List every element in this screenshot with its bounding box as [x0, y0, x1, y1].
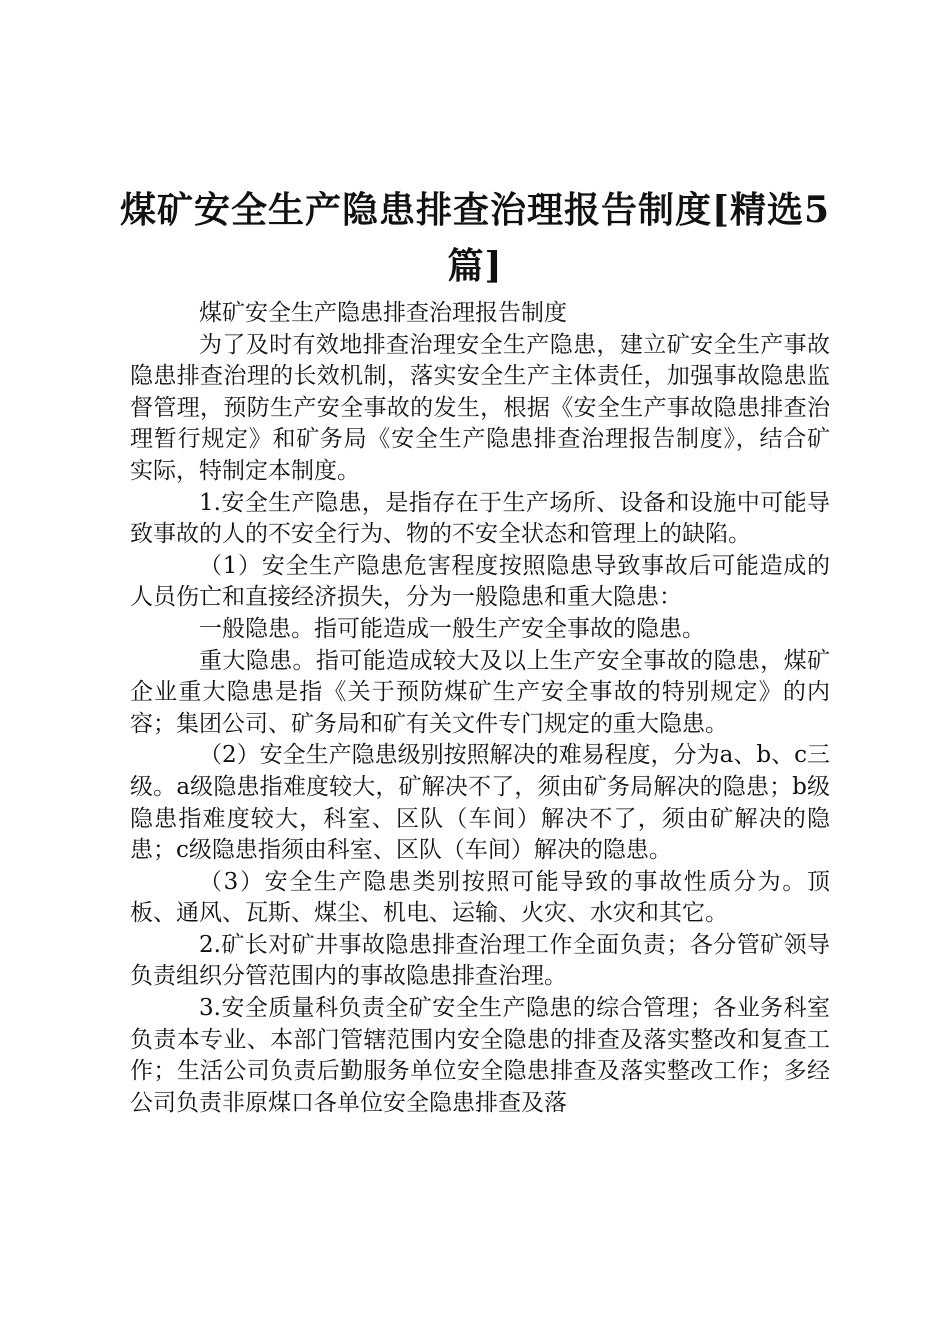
section-1-1-paragraph: （1）安全生产隐患危害程度按照隐患导致事故后可能造成的人员伤亡和直接经济损失，分为一般隐患和重大隐患：	[130, 552, 830, 611]
general-hazard-paragraph: 一般隐患。指可能造成一般生产安全事故的隐患。	[199, 615, 705, 642]
section-1-3-paragraph: （3）安全生产隐患类别按照可能导致的事故性质分为。顶板、通风、瓦斯、煤尘、机电、运输、火灾、水灾和其它。	[130, 868, 830, 927]
section-3-paragraph: 3.安全质量科负责全矿安全生产隐患的综合管理；各业务科室负责本专业、本部门管辖范围内安全隐患的排查及落实整改和复查工作；生活公司负责后勤服务单位安全隐患排查及落实整改工作；多经公司负责非原煤口各单位安全隐患排查及落	[130, 995, 830, 1116]
subtitle-paragraph: 煤矿安全生产隐患排查治理报告制度	[199, 300, 567, 326]
major-hazard-paragraph: 重大隐患。指可能造成较大及以上生产安全事故的隐患，煤矿企业重大隐患是指《关于预防煤矿生产安全事故的特别规定》的内容；集团公司、矿务局和矿有关文件专门规定的重大隐患。	[130, 647, 830, 737]
intro-paragraph: 为了及时有效地排查治理安全生产隐患，建立矿安全生产事故隐患排查治理的长效机制，落实安全生产主体责任，加强事故隐患监督管理，预防生产安全事故的发生，根据《安全生产事故隐患排查治理暂行规定》和矿务局《安全生产隐患排查治理报告制度》，结合矿实际，特制定本制度。	[130, 331, 830, 484]
document-title: 煤矿安全生产隐患排查治理报告制度[精选5篇]	[119, 189, 831, 287]
section-1-2-paragraph: （2）安全生产隐患级别按照解决的难易程度，分为a、b、c三级。a级隐患指难度较大，矿解决不了，须由矿务局解决的隐患；b级隐患指难度较大，科室、区队（车间）解决不了，须由矿解决的隐患；c级隐患指须由科室、区队（车间）解决的隐患。	[130, 742, 830, 864]
document-body	[130, 298, 830, 1119]
section-2-paragraph: 2.矿长对矿井事故隐患排查治理工作全面负责；各分管矿领导负责组织分管范围内的事故隐患排查治理。	[130, 931, 830, 990]
section-1-paragraph: 1.安全生产隐患，是指存在于生产场所、设备和设施中可能导致事故的人的不安全行为、物的不安全状态和管理上的缺陷。	[130, 489, 830, 548]
